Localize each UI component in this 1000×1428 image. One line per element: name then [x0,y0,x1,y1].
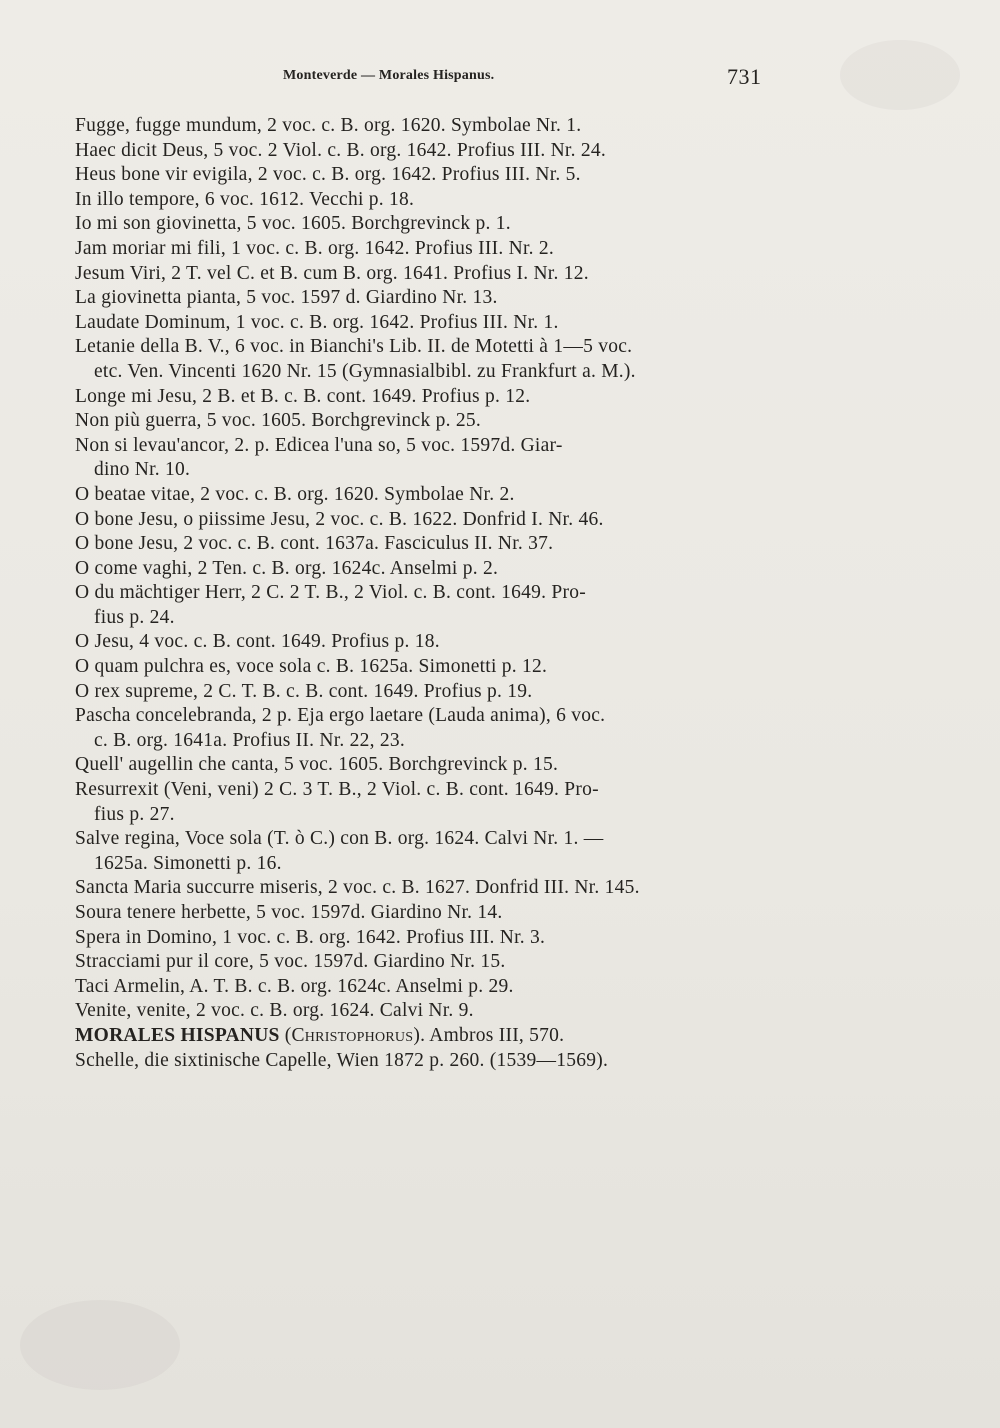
entry-line: Laudate Dominum, 1 voc. c. B. org. 1642. Profius III. Nr. 1. [75,311,559,333]
entry-line: O quam pulchra es, voce sola c. B. 1625a. Simonetti p. 12. [75,656,548,678]
entry-line: Schelle, die sixtinische Capelle, Wien 1872 p. 260. (1539—1569). [75,1049,609,1071]
entry-line: Non più guerra, 5 voc. 1605. Borchgrevinck p. 25. [75,410,481,432]
entry-line: O du mächtiger Herr, 2 C. 2 T. B., 2 Viol. c. B. cont. 1649. Pro- [75,582,586,604]
entry-line: O beatae vitae, 2 voc. c. B. org. 1620. Symbolae Nr. 2. [75,483,515,505]
composer-forename: Christophorus [291,1024,414,1046]
entry-line: Salve regina, Voce sola (T. ò C.) con B. org. 1624. Calvi Nr. 1. — [75,828,604,850]
entry-line: Io mi son giovinetta, 5 voc. 1605. Borchgrevinck p. 1. [75,213,511,235]
entry-line: Fugge, fugge mundum, 2 voc. c. B. org. 1620. Symbolae Nr. 1. [75,115,582,136]
entry-line: O rex supreme, 2 C. T. B. c. B. cont. 1649. Profius p. 19. [75,680,533,702]
entry-line: 1625a. Simonetti p. 16. [94,852,282,874]
entry-line: Longe mi Jesu, 2 B. et B. c. B. cont. 1649. Profius p. 12. [75,385,531,407]
entry-line: c. B. org. 1641a. Profius II. Nr. 22, 23. [94,729,406,751]
entry-line: Spera in Domino, 1 voc. c. B. org. 1642. Profius III. Nr. 3. [75,926,546,948]
entry-list [75,114,765,1073]
entry-line: Quell' augellin che canta, 5 voc. 1605. Borchgrevinck p. 15. [75,754,559,776]
composer-reference: ). Ambros III, 570. [413,1024,565,1046]
entry-line: etc. Ven. Vincenti 1620 Nr. 15 (Gymnasialbibl. zu Frankfurt a. M.). [94,360,636,382]
entry-line: La giovinetta pianta, 5 voc. 1597 d. Giardino Nr. 13. [75,287,498,309]
entry-line: O Jesu, 4 voc. c. B. cont. 1649. Profius p. 18. [75,631,440,653]
page-number: 731 [727,64,762,89]
entry-line-morales [75,1024,765,1049]
entry-line: Haec dicit Deus, 5 voc. 2 Viol. c. B. org. 1642. Profius III. Nr. 24. [75,139,606,161]
entry-line: O come vaghi, 2 Ten. c. B. org. 1624c. Anselmi p. 2. [75,557,499,579]
composer-name: MORALES HISPANUS [75,1024,280,1046]
entry-line: Sancta Maria succurre miseris, 2 voc. c. B. 1627. Donfrid III. Nr. 145. [75,877,640,899]
entry-line: Letanie della B. V., 6 voc. in Bianchi's Lib. II. de Motetti à 1—5 voc. [75,336,633,358]
page-stain [20,1300,180,1390]
entry-line: Stracciami pur il core, 5 voc. 1597d. Giardino Nr. 15. [75,951,506,973]
entry-line: Jesum Viri, 2 T. vel C. et B. cum B. org. 1641. Profius I. Nr. 12. [75,262,589,284]
page-stain [840,40,960,110]
entry-line: O bone Jesu, 2 voc. c. B. cont. 1637a. Fasciculus II. Nr. 37. [75,533,554,555]
entry-line: dino Nr. 10. [94,459,191,481]
entry-line: Heus bone vir evigila, 2 voc. c. B. org. 1642. Profius III. Nr. 5. [75,164,581,186]
entry-line: Pascha concelebranda, 2 p. Eja ergo laetare (Lauda anima), 6 voc. [75,705,606,727]
entry-line: O bone Jesu, o piissime Jesu, 2 voc. c. B. 1622. Donfrid I. Nr. 46. [75,508,604,530]
paren-open: ( [279,1024,292,1046]
entry-line: Non si levau'ancor, 2. p. Edicea l'una so, 5 voc. 1597d. Giar- [75,434,563,456]
entry-line: Resurrexit (Veni, veni) 2 C. 3 T. B., 2 Viol. c. B. cont. 1649. Pro- [75,779,599,801]
entry-line: Soura tenere herbette, 5 voc. 1597d. Giardino Nr. 14. [75,902,503,923]
running-head: Monteverde — Morales Hispanus. [283,68,495,83]
entry-line: Venite, venite, 2 voc. c. B. org. 1624. Calvi Nr. 9. [75,1000,474,1022]
entry-line: fius p. 24. [94,606,175,628]
entry-line: fius p. 27. [94,803,175,825]
entry-line: Taci Armelin, A. T. B. c. B. org. 1624c. Anselmi p. 29. [75,975,514,997]
entry-line: In illo tempore, 6 voc. 1612. Vecchi p. 18. [75,188,415,210]
entry-line: Jam moriar mi fili, 1 voc. c. B. org. 1642. Profius III. Nr. 2. [75,237,554,259]
